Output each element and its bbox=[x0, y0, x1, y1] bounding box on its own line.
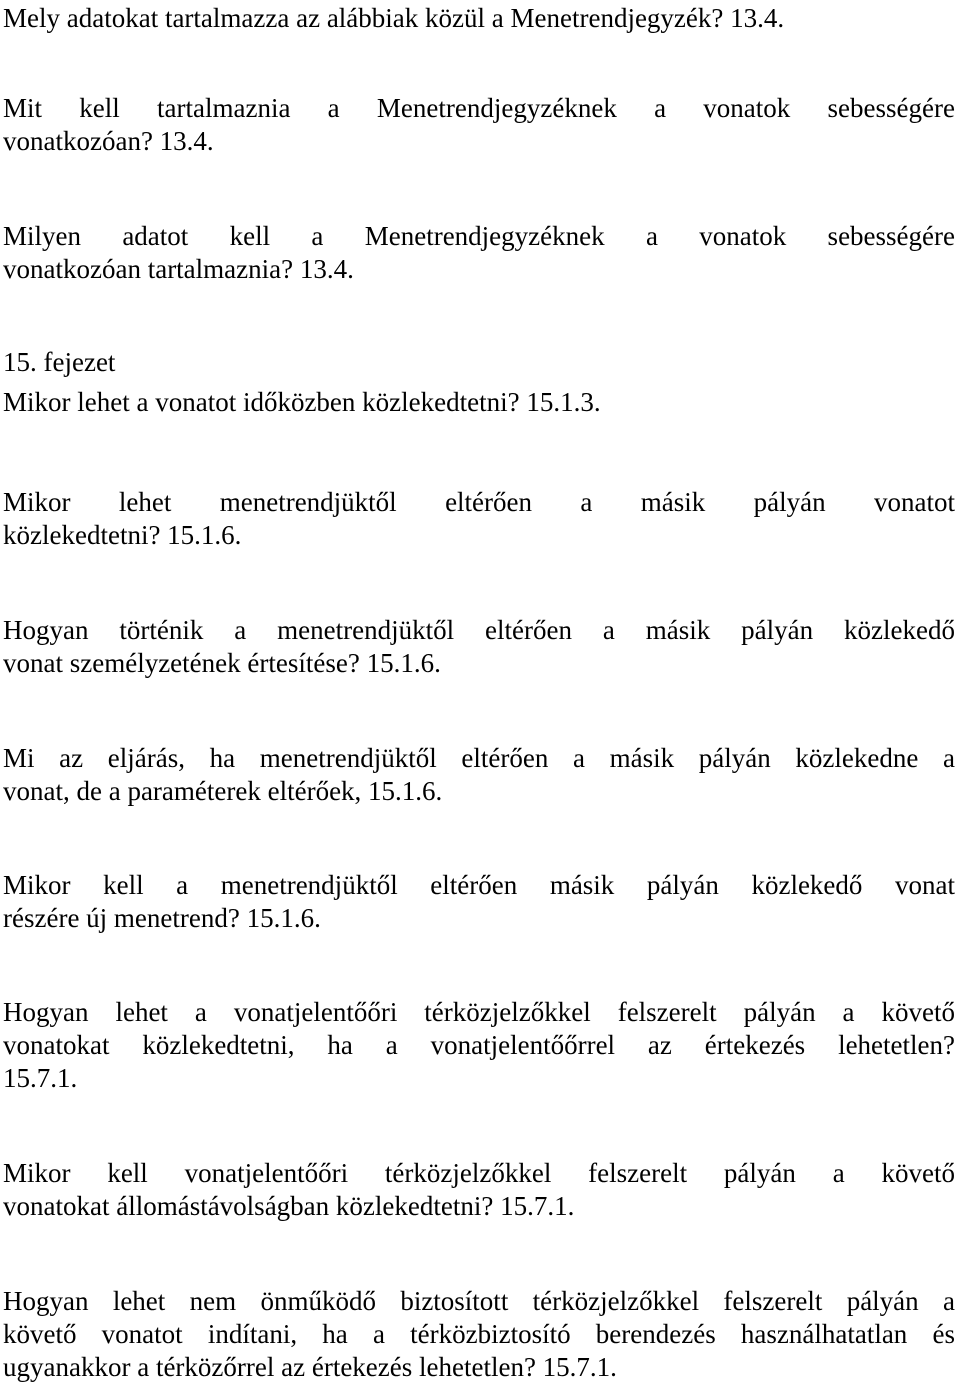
question-7-line-1: Mi az eljárás, ha menetrendjüktől eltérően a másik pályán közlekedne a bbox=[3, 743, 955, 773]
question-5-line-1: Mikor lehet menetrendjüktől eltérően a másik pályán vonatot bbox=[3, 487, 955, 517]
question-10 bbox=[3, 1157, 955, 1223]
question-11-line-3: ugyanakkor a térközőrrel az értekezés lehetetlen? 15.7.1. bbox=[3, 1352, 617, 1382]
question-6-line-2: vonat személyzetének értesítése? 15.1.6. bbox=[3, 648, 441, 678]
question-3-line-1: Milyen adatot kell a Menetrendjegyzéknek a vonatok sebességére bbox=[3, 221, 955, 251]
question-9 bbox=[3, 996, 955, 1095]
question-7-line-2: vonat, de a paraméterek eltérőek, 15.1.6. bbox=[3, 776, 443, 806]
question-1-line-1: Mely adatokat tartalmazza az alábbiak közül a Menetrendjegyzék? 13.4. bbox=[3, 3, 785, 33]
question-6-line-1: Hogyan történik a menetrendjüktől eltérően a másik pályán közlekedő bbox=[3, 615, 955, 645]
question-11-line-2: követő vonatot indítani, ha a térközbiztosító berendezés használhatatlan és bbox=[3, 1319, 955, 1349]
question-5-line-2: közlekedtetni? 15.1.6. bbox=[3, 520, 242, 550]
question-10-line-2: vonatokat állomástávolságban közlekedtetni? 15.7.1. bbox=[3, 1191, 575, 1221]
question-4 bbox=[3, 346, 955, 419]
question-4-line-1: Mikor lehet a vonatot időközben közlekedtetni? 15.1.3. bbox=[3, 387, 601, 417]
question-11 bbox=[3, 1285, 955, 1384]
question-8 bbox=[3, 869, 955, 935]
question-3 bbox=[3, 220, 955, 286]
question-2-line-2: vonatkozóan? 13.4. bbox=[3, 126, 214, 156]
question-9-line-1: Hogyan lehet a vonatjelentőőri térközjelzőkkel felszerelt pályán a követő bbox=[3, 997, 955, 1027]
question-8-line-1: Mikor kell a menetrendjüktől eltérően másik pályán közlekedő vonat bbox=[3, 870, 955, 900]
question-2 bbox=[3, 92, 955, 158]
question-3-line-2: vonatkozóan tartalmaznia? 13.4. bbox=[3, 254, 354, 284]
chapter-heading: 15. fejezet bbox=[3, 347, 116, 377]
question-6 bbox=[3, 614, 955, 680]
question-10-line-1: Mikor kell vonatjelentőőri térközjelzőkkel felszerelt pályán a követő bbox=[3, 1158, 955, 1188]
question-2-line-1: Mit kell tartalmaznia a Menetrendjegyzéknek a vonatok sebességére bbox=[3, 93, 955, 123]
question-9-line-2: vonatokat közlekedtetni, ha a vonatjelentőőrrel az értekezés lehetetlen? bbox=[3, 1030, 955, 1060]
question-9-line-3: 15.7.1. bbox=[3, 1063, 78, 1093]
question-8-line-2: részére új menetrend? 15.1.6. bbox=[3, 903, 321, 933]
question-5 bbox=[3, 486, 955, 552]
question-7 bbox=[3, 742, 955, 808]
question-11-line-1: Hogyan lehet nem önműködő biztosított térközjelzőkkel felszerelt pályán a bbox=[3, 1286, 955, 1316]
question-1 bbox=[3, 2, 955, 35]
